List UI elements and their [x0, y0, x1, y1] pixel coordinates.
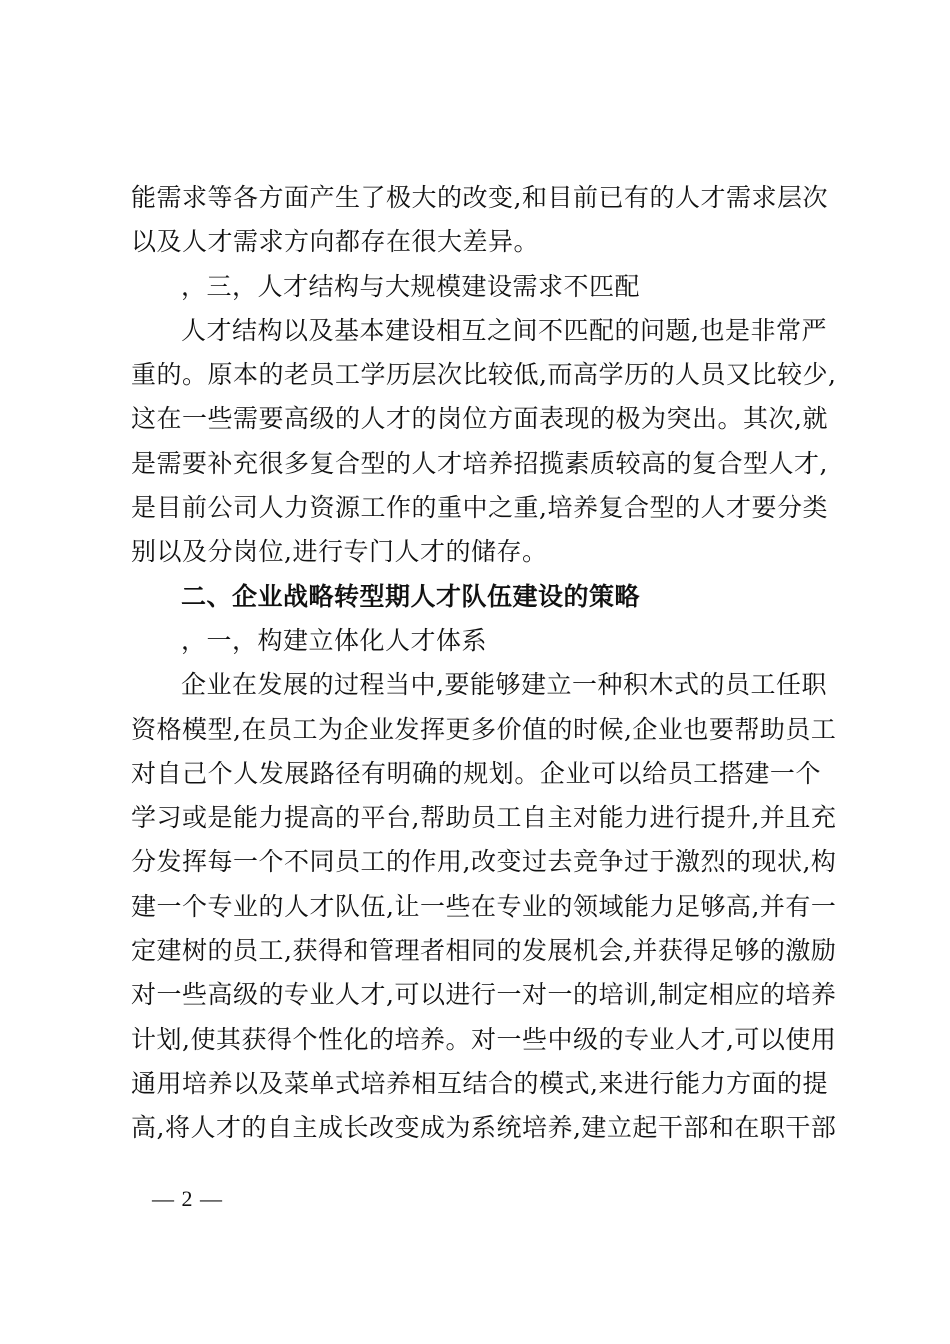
paragraph-line: 以及人才需求方向都存在很大差异。 [131, 227, 540, 257]
paragraph-line: 人才结构以及基本建设相互之间不匹配的问题,也是非常严 [181, 315, 827, 345]
paragraph-line: 对自己个人发展路径有明确的规划。企业可以给员工搭建一个 [131, 758, 821, 788]
section-heading: 二、企业战略转型期人才队伍建设的策略 [181, 581, 641, 611]
section-subheading: ，三，人才结构与大规模建设需求不匹配 [181, 271, 641, 301]
paragraph-line: 定建树的员工,获得和管理者相同的发展机会,并获得足够的激励 [131, 936, 837, 966]
paragraph-line: 企业在发展的过程当中,要能够建立一种积木式的员工任职 [181, 670, 827, 700]
page-number: — 2 — [152, 1186, 223, 1211]
document-body [131, 176, 837, 1151]
paragraph-line: 计划,使其获得个性化的培养。对一些中级的专业人才,可以使用 [131, 1024, 837, 1054]
paragraph-line: 能需求等各方面产生了极大的改变,和目前已有的人才需求层次 [131, 183, 828, 212]
paragraph-line: 对一些高级的专业人才,可以进行一对一的培训,制定相应的培养 [131, 980, 837, 1010]
paragraph-line: 学习或是能力提高的平台,帮助员工自主对能力进行提升,并且充 [131, 803, 837, 833]
paragraph-line: 分发挥每一个不同员工的作用,改变过去竞争过于激烈的现状,构 [131, 847, 837, 877]
paragraph-line: 建一个专业的人才队伍,让一些在专业的领域能力足够高,并有一 [131, 891, 837, 921]
paragraph-line: 资格模型,在员工为企业发挥更多价值的时候,企业也要帮助员工 [131, 714, 837, 744]
paragraph-line: 通用培养以及菜单式培养相互结合的模式,来进行能力方面的提 [131, 1068, 828, 1098]
section-subheading: ，一，构建立体化人才体系 [181, 625, 488, 655]
paragraph-line: 这在一些需要高级的人才的岗位方面表现的极为突出。其次,就 [131, 404, 828, 434]
paragraph-line: 高,将人才的自主成长改变成为系统培养,建立起干部和在职干部 [131, 1113, 837, 1143]
paragraph-line: 是需要补充很多复合型的人才培养招揽素质较高的复合型人才, [131, 448, 828, 478]
paragraph-line: 别以及分岗位,进行专门人才的储存。 [131, 537, 548, 567]
paragraph-line: 是目前公司人力资源工作的重中之重,培养复合型的人才要分类 [131, 493, 828, 523]
paragraph-line: 重的。原本的老员工学历层次比较低,而高学历的人员又比较少, [131, 360, 837, 390]
